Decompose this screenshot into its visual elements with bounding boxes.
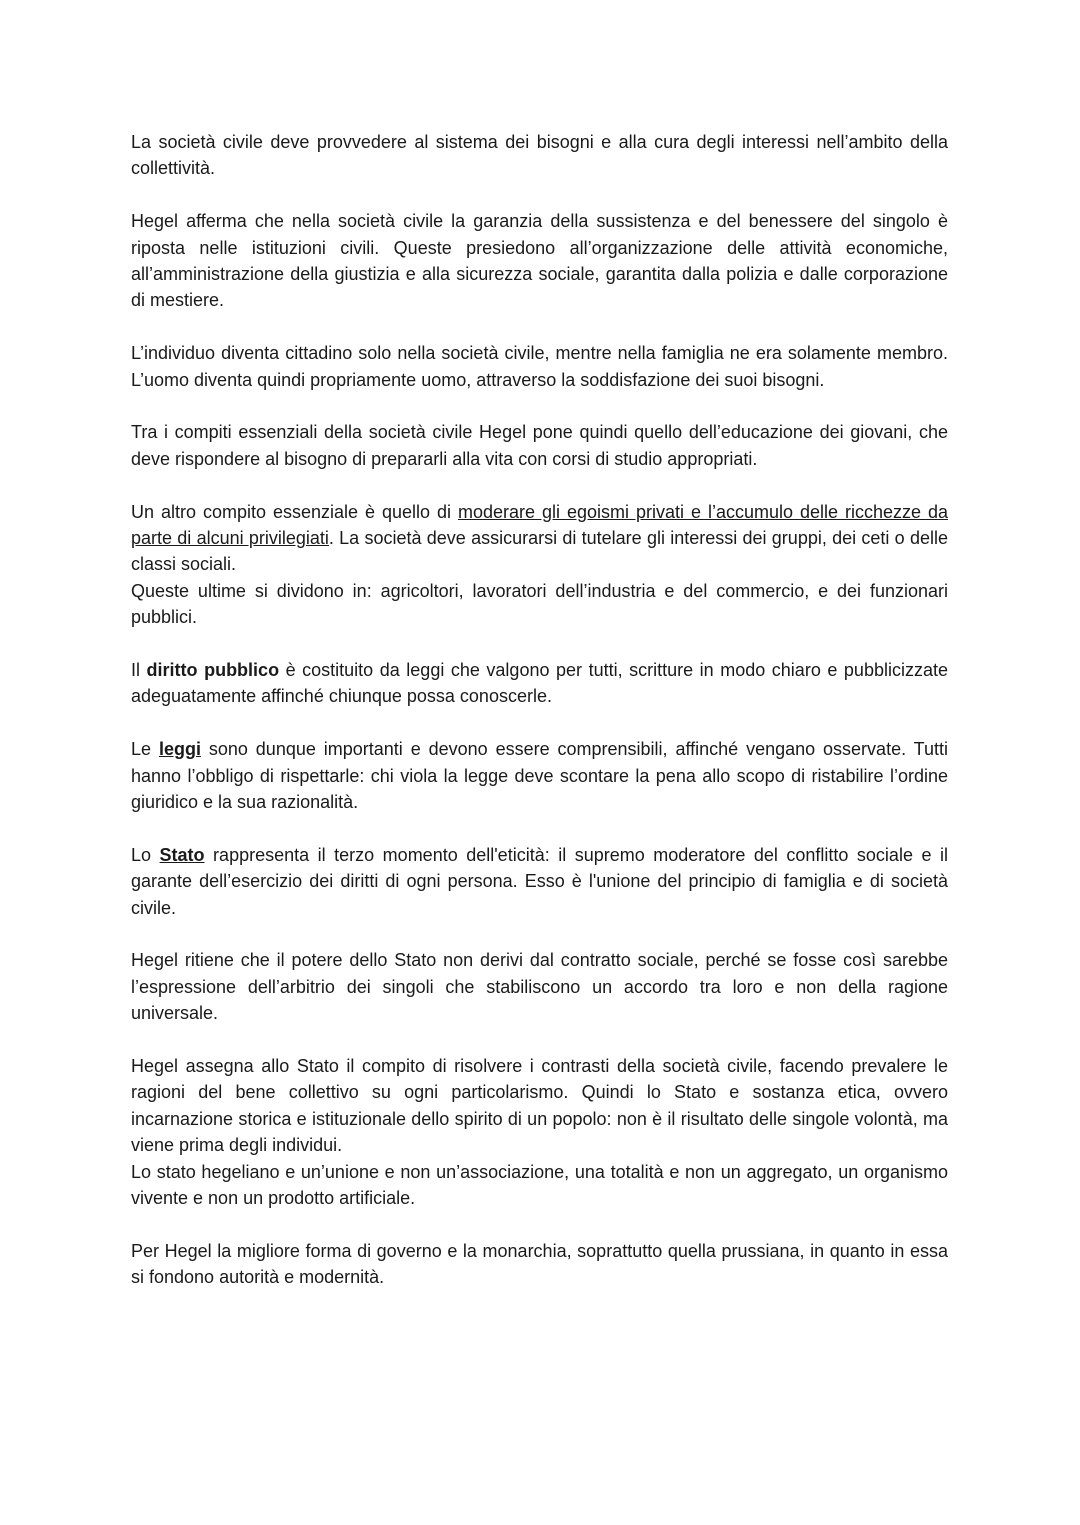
paragraph-text: Le: [131, 739, 159, 760]
paragraph-civil-society-needs: La società civile deve provvedere al sistema dei bisogni e alla cura degli interessi nell’ambito della collettività.: [131, 132, 948, 179]
paragraph-state: [131, 842, 948, 921]
underlined-phrase: moderare gli egoismi privati e l’accumulo delle ricchezze da parte di alcuni privilegiati: [131, 501, 949, 549]
paragraph-text: è costituito da leggi che valgono per tutti, scritture in modo chiaro e pubblicizzate adeguatamente affinché chiunque possa conoscerle.: [131, 660, 948, 707]
paragraph-hegelian-state: Lo stato hegeliano e un’unione e non un’associazione, una totalità e non un aggregato, un organismo vivente e non un prodotto artificiale.: [131, 1161, 948, 1209]
paragraph-civil-institutions: Hegel afferma che nella società civile la garanzia della sussistenza e del benessere del singolo è riposta nelle istituzioni civili. Queste presiedono all’organizzazione delle attività economiche, all’amministrazione della giustizia e alla sicurezza sociale, garantita dalla polizia e dalle corporazione di mestiere.: [131, 211, 948, 311]
paragraph-laws: [131, 736, 948, 815]
paragraph-moderate-egoism: [131, 499, 948, 578]
bold-term-leggi: leggi: [158, 739, 201, 760]
paragraph-text: Un altro compito essenziale è quello di: [131, 501, 458, 522]
paragraph-social-contract: Hegel ritiene che il potere dello Stato non derivi dal contratto sociale, perché se fosse così sarebbe l’espressione dell’arbitrio dei singoli che stabiliscono un accordo tra loro e non della ragione universale.: [131, 950, 948, 1024]
paragraph-monarchy: Per Hegel la migliore forma di governo e la monarchia, soprattutto quella prussiana, in quanto in essa si fondono autorità e modernità.: [131, 1240, 948, 1288]
paragraph-text: . La società deve assicurarsi di tutelare gli interessi dei gruppi, dei ceti o delle classi sociali.: [131, 528, 948, 575]
bold-term-stato: Stato: [159, 844, 205, 865]
paragraph-public-law: [131, 657, 948, 710]
paragraph-social-classes: Queste ultime si dividono in: agricoltori, lavoratori dell’industria e del commercio, e dei funzionari pubblici.: [131, 580, 948, 628]
document-page: [131, 129, 948, 1317]
paragraph-individual-citizen: L’individuo diventa cittadino solo nella società civile, mentre nella famiglia ne era solamente membro. L’uomo diventa quindi propriamente uomo, attraverso la soddisfazione dei suoi bisogni.: [131, 343, 948, 390]
paragraph-text: Lo: [131, 844, 160, 865]
paragraph-education: Tra i compiti essenziali della società civile Hegel pone quindi quello dell’educazione dei giovani, che deve rispondere al bisogno di prepararli alla vita con corsi di studio appropriati.: [131, 422, 948, 469]
paragraph-text: Il: [131, 660, 147, 681]
paragraph-state-role: Hegel assegna allo Stato il compito di risolvere i contrasti della società civile, facendo prevalere le ragioni del bene collettivo su ogni particolarismo. Quindi lo Stato e sostanza etica, ovvero incarnazione storica e istituzionale dello spirito di un popolo: non è il risultato delle singole volontà, ma viene prima degli individui.: [131, 1056, 948, 1156]
paragraph-text: rappresenta il terzo momento dell'eticità: il supremo moderatore del conflitto sociale e il garante dell’esercizio dei diritti di ogni persona. Esso è l'unione del principio di famiglia e di società civile.: [131, 844, 948, 918]
paragraph-text: sono dunque importanti e devono essere comprensibili, affinché vengano osservate. Tutti hanno l’obbligo di rispettarle: chi viola la legge deve scontare la pena allo scopo di ristabilire l’ordine giuridico e la sua razionalità.: [131, 739, 948, 813]
bold-term-diritto-pubblico: diritto pubblico: [146, 660, 280, 681]
